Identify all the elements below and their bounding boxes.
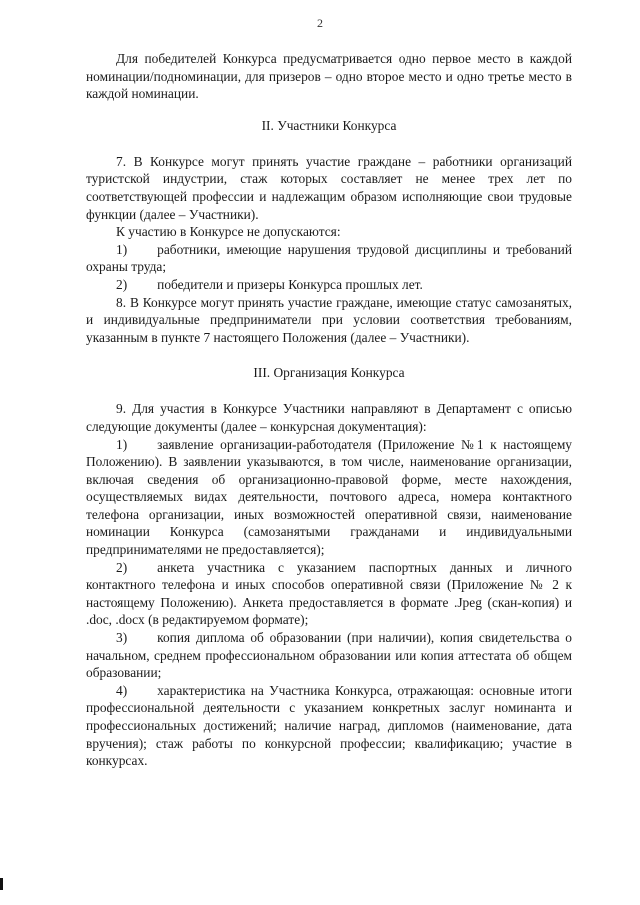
list-item-2-questionnaire (86, 559, 572, 629)
page-number: 2 (317, 16, 323, 30)
list-text: копия диплома об образовании (при наличии), копия свидетельства о начальном, среднем профессиональном образовании или копия аттестата об общем образовании; (86, 630, 572, 681)
paragraph-7: 7. В Конкурсе могут принять участие граждане – работники организаций туристской индустрии, стаж которых составляет не менее трех лет по соответствующей профессии и надлежащим образом исполняющие свои трудовые функции (далее – Участники). (86, 153, 572, 222)
list-item-2-past-winners (86, 276, 572, 294)
section-heading-participants: II. Участники Конкурса (261, 117, 397, 133)
list-item-3-diploma (86, 629, 572, 682)
list-number: 2) (116, 276, 128, 292)
list-number: 3) (116, 630, 128, 646)
list-text: характеристика на Участника Конкурса, отражающая: основные итоги профессиональной деятельности с указанием конкретных заслуг номинанта и профессиональных достижений; наличие наград, дипломов (наименование, дата вручения); стаж работы по конкурсной профессии; квалификацию; участие в конкурсах. (86, 682, 572, 769)
list-item-1-application (86, 436, 572, 559)
paragraph-9: 9. Для участия в Конкурсе Участники направляют в Департамент с описью следующие документы (далее – конкурсная документация): (86, 401, 572, 434)
paragraph-8: 8. В Конкурсе могут принять участие граждане, имеющие статус самозанятых, и индивидуальные предприниматели при условии соответствия требованиям, указанным в пункте 7 настоящего Положения (далее – Участники). (86, 294, 572, 345)
list-text: победители и призеры Конкурса прошлых лет. (157, 276, 423, 292)
list-number: 1) (116, 436, 128, 452)
list-text: анкета участника с указанием паспортных данных и личного контактного телефона и иных способов оперативной связи (Приложение № 2 к настоящему Положению). Анкета предоставляется в формате .Jpeg (скан-копия) и .doc, .docx (в редактируемом формате); (86, 559, 572, 628)
list-item-4-reference (86, 682, 572, 770)
list-number: 4) (116, 682, 128, 698)
list-number: 2) (116, 559, 128, 575)
scan-edge-mark (0, 878, 3, 890)
list-number: 1) (116, 241, 128, 257)
list-item-1-violations (86, 241, 572, 276)
paragraph-winners: Для победителей Конкурса предусматривается одно первое место в каждой номинации/подноминации, для призеров – одно второе место и одно третье место в каждой номинации. (86, 51, 572, 102)
paragraph-not-admitted: К участию в Конкурсе не допускаются: (116, 224, 341, 240)
section-heading-organization: III. Организация Конкурса (253, 365, 405, 381)
list-text: работники, имеющие нарушения трудовой дисциплины и требований охраны труда; (86, 241, 572, 275)
list-text: заявление организации-работодателя (Приложение №1 к настоящему Положению). В заявлении указываются, в том числе, наименование организации, включая сведения об организационно-правовой форме, месте нахождения, осуществляемых видах деятельности, почтового адреса, номера контактного телефона организации, иных возможностей оперативной связи, наименование номинации Конкурса (самозанятыми гражданами и индивидуальными предпринимателями не предоставляется); (86, 436, 572, 558)
document-body (86, 50, 572, 770)
